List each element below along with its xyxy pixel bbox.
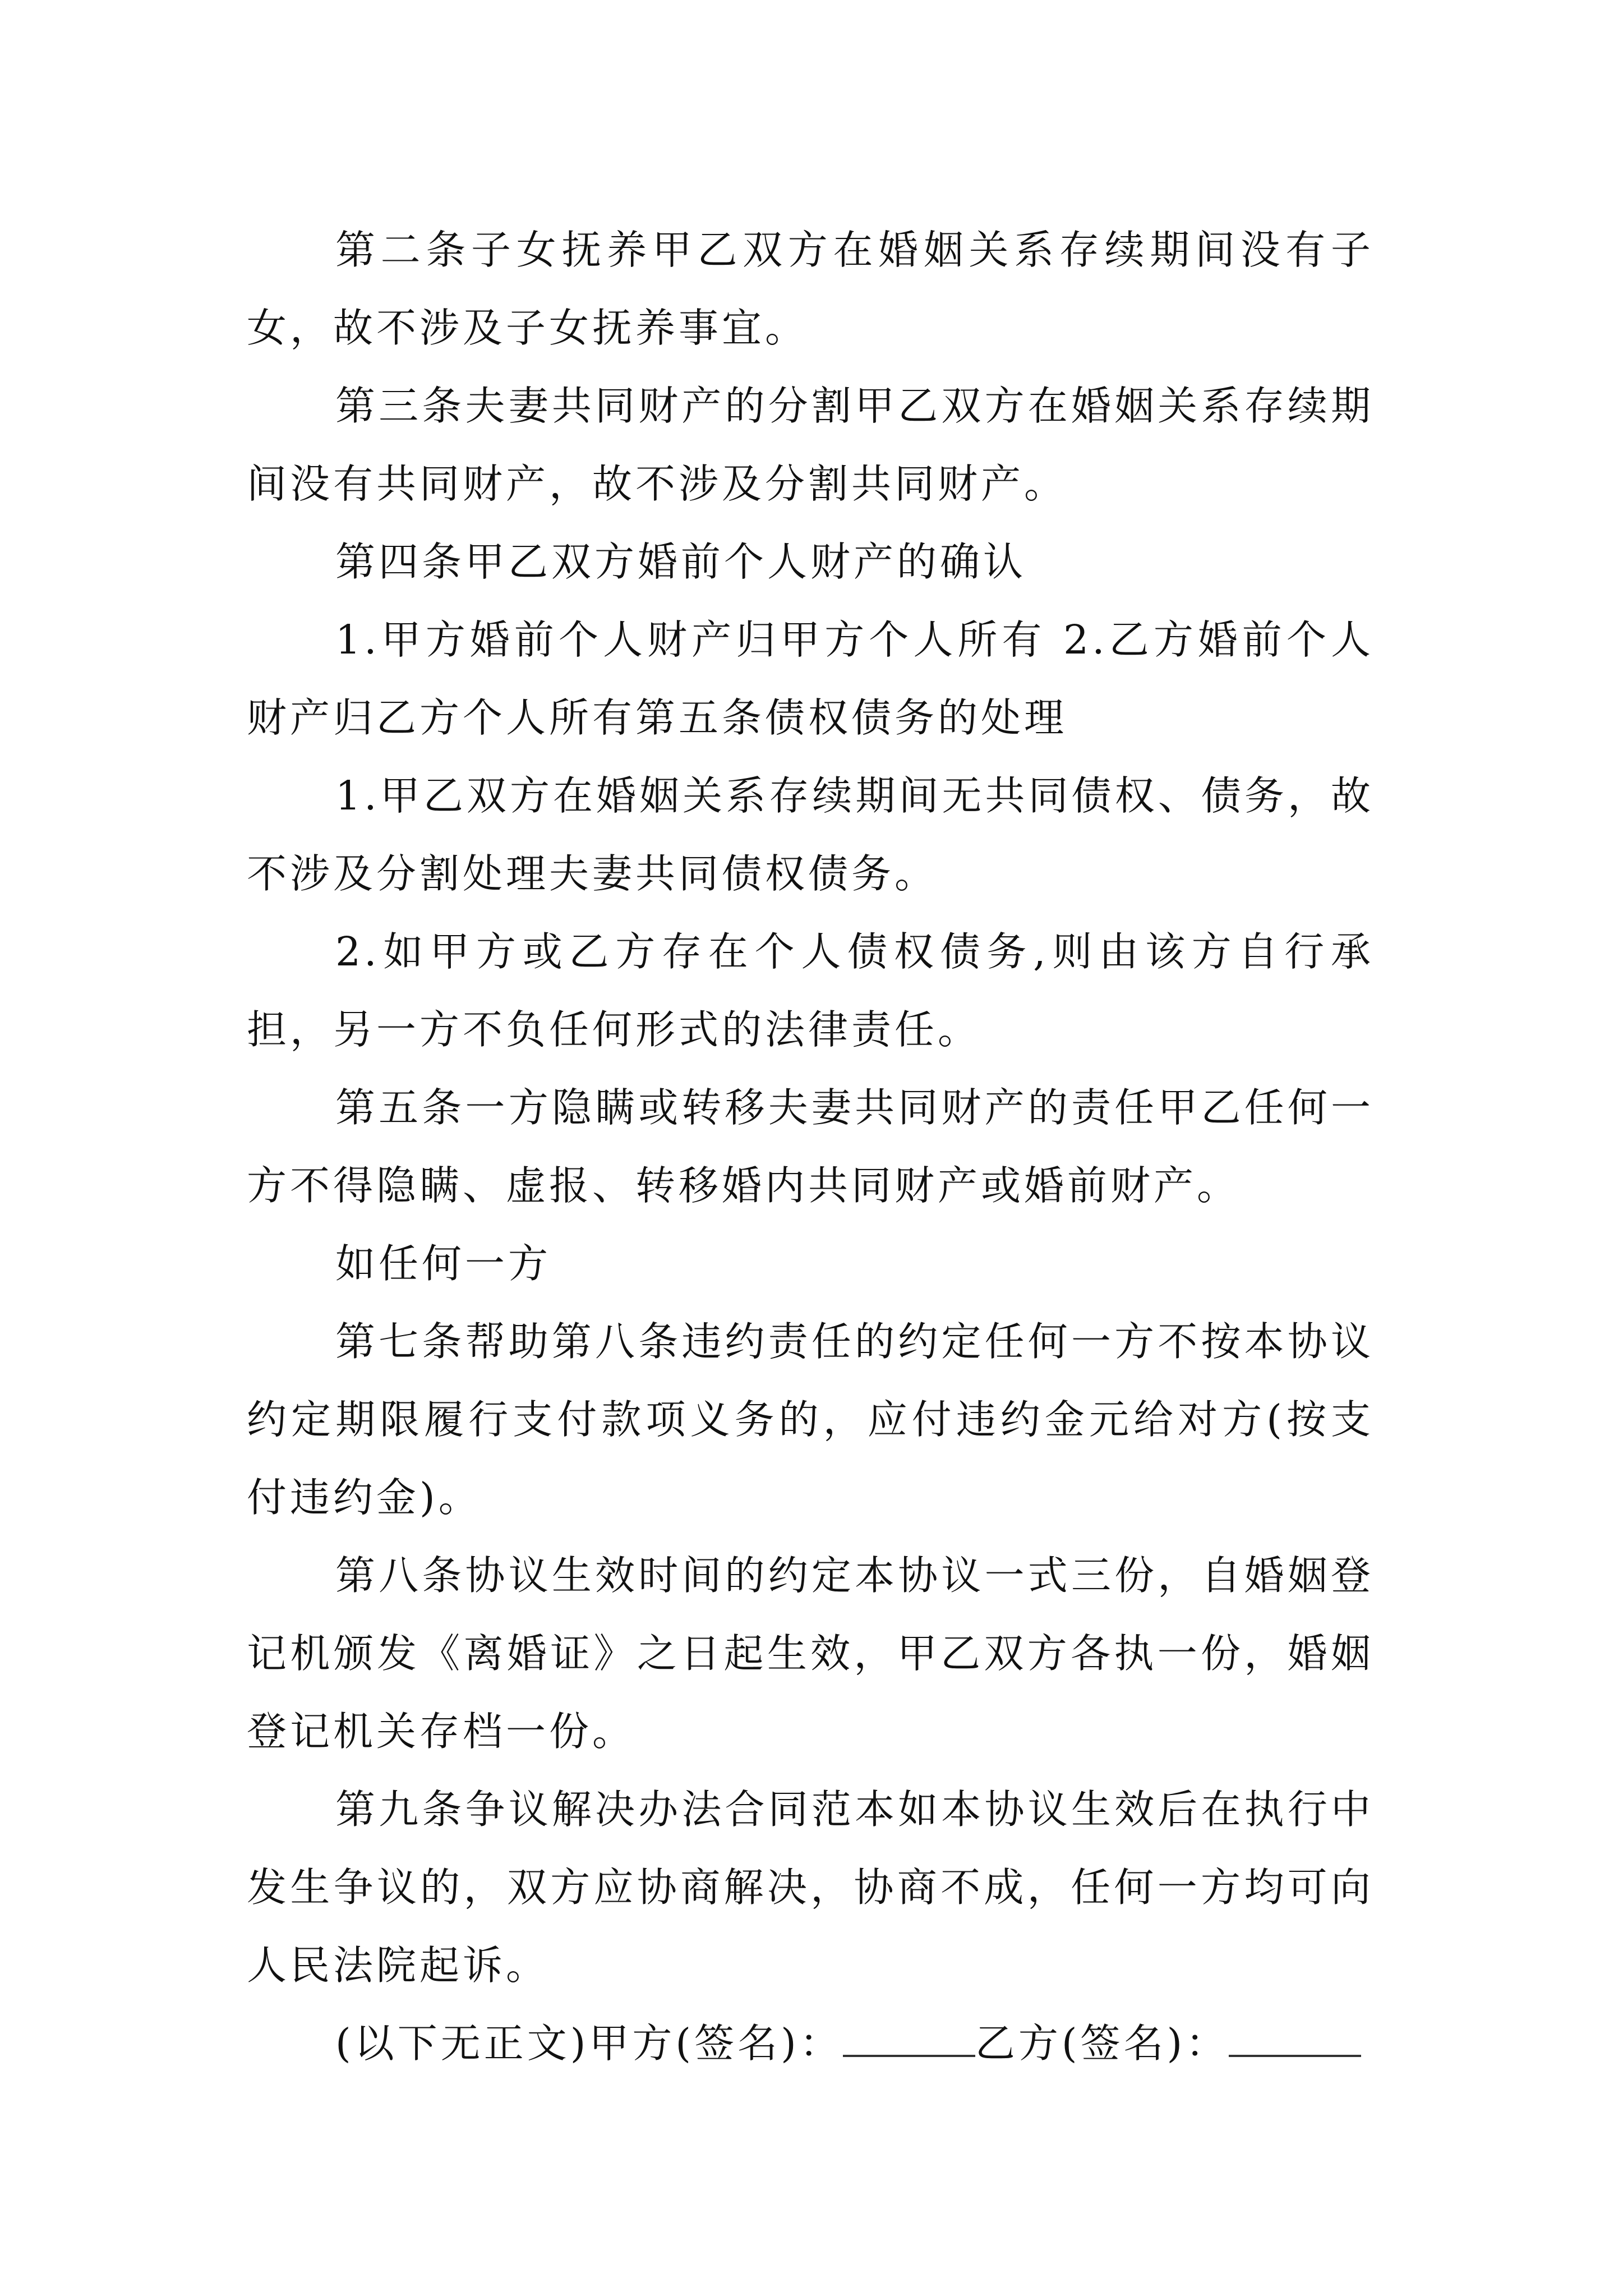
signature-party-b-label: 乙方(签名)： xyxy=(975,2020,1229,2067)
paragraph-article-4-items: 1.甲方婚前个人财产归甲方个人所有 2.乙方婚前个人财产归乙方个人所有第五条债权债务的处理 xyxy=(247,616,1374,741)
paragraph-article-3: 第三条夫妻共同财产的分割甲乙双方在婚姻关系存续期间没有共同财产，故不涉及分割共同财产。 xyxy=(247,383,1374,507)
signature-party-b-blank xyxy=(1229,2049,1361,2057)
paragraph-article-8: 第八条协议生效时间的约定本协议一式三份，自婚姻登记机颁发《离婚证》之日起生效，甲乙双方各执一份，婚姻登记机关存档一份。 xyxy=(247,1552,1374,1755)
paragraph-article-2: 第二条子女抚养甲乙双方在婚姻关系存续期间没有子女，故不涉及子女抚养事宜。 xyxy=(247,227,1374,351)
paragraph-fragment: 如任何一方 xyxy=(335,1240,552,1287)
paragraph-article-9: 第九条争议解决办法合同范本如本协议生效后在执行中发生争议的，双方应协商解决，协商不成，任何一方均可向人民法院起诉。 xyxy=(247,1786,1374,1989)
paragraph-article-7: 第七条帮助第八条违约责任的约定任何一方不按本协议约定期限履行支付款项义务的，应付违约金元给对方(按支付违约金)。 xyxy=(247,1318,1374,1521)
document-body xyxy=(247,211,1374,2082)
signature-party-a-label: (以下无正文)甲方(签名)： xyxy=(335,2020,843,2067)
paragraph-article-4-heading: 第四条甲乙双方婚前个人财产的确认 xyxy=(335,539,1027,585)
paragraph-debt-item-2: 2.如甲方或乙方存在个人债权债务,则由该方自行承担，另一方不负任何形式的法律责任。 xyxy=(247,928,1374,1053)
paragraph-article-5: 第五条一方隐瞒或转移夫妻共同财产的责任甲乙任何一方不得隐瞒、虚报、转移婚内共同财产或婚前财产。 xyxy=(247,1084,1374,1209)
signature-line xyxy=(247,2004,1374,2082)
signature-party-a-blank xyxy=(843,2049,975,2057)
paragraph-debt-item-1: 1.甲乙双方在婚姻关系存续期间无共同债权、债务，故不涉及分割处理夫妻共同债权债务。 xyxy=(247,772,1374,897)
